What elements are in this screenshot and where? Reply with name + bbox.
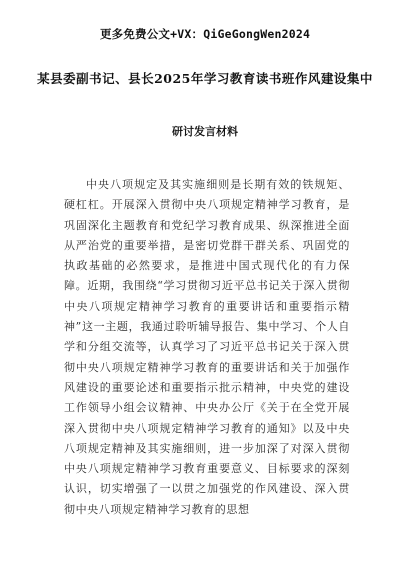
document-title: 某县委副书记、县长2025年学习教育读书班作风建设集中 bbox=[37, 71, 373, 86]
body-paragraph: 中央八项规定及其实施细则是长期有效的铁规矩、硬杠杠。开展深入贯彻中央八项规定精神学习教育，是巩固深化主题教育和党纪学习教育成果、纵深推进全面从严治党的重要举措，是密切党群干群关系、巩固党的执政基础的必然要求，是推进中国式现代化的有力保障。近期，我围绕“学习贯彻习近平总书记关于深入贯彻中央八项规定精神学习教育的重要讲话和重要指示精神”这一主题，我通过聆听辅导报告、集中学习、个人自学和分组交流等，认真学习了习近平总书记关于深入贯彻中央八项规定精神学习教育的重要讲话和关于加强作风建设的重要论述和重要指示批示精神，中央党的建设工作领导小组会议精神、中央办公厅《关于在全党开展深入贯彻中央八项规定精神学习教育的通知》以及中央八项规定精神及其实施细则，进一步加深了对深入贯彻中央八项规定精神学习教育重要意义、目标要求的深刻认识，切实增强了一以贯之加强党的作风建设、深入贯彻中央八项规定精神学习教育的思想 bbox=[64, 178, 350, 516]
document-subtitle: 研讨发言材料 bbox=[172, 125, 238, 138]
promo-banner: 更多免费公文+VX：QiGeGongWen2024 bbox=[99, 27, 311, 41]
